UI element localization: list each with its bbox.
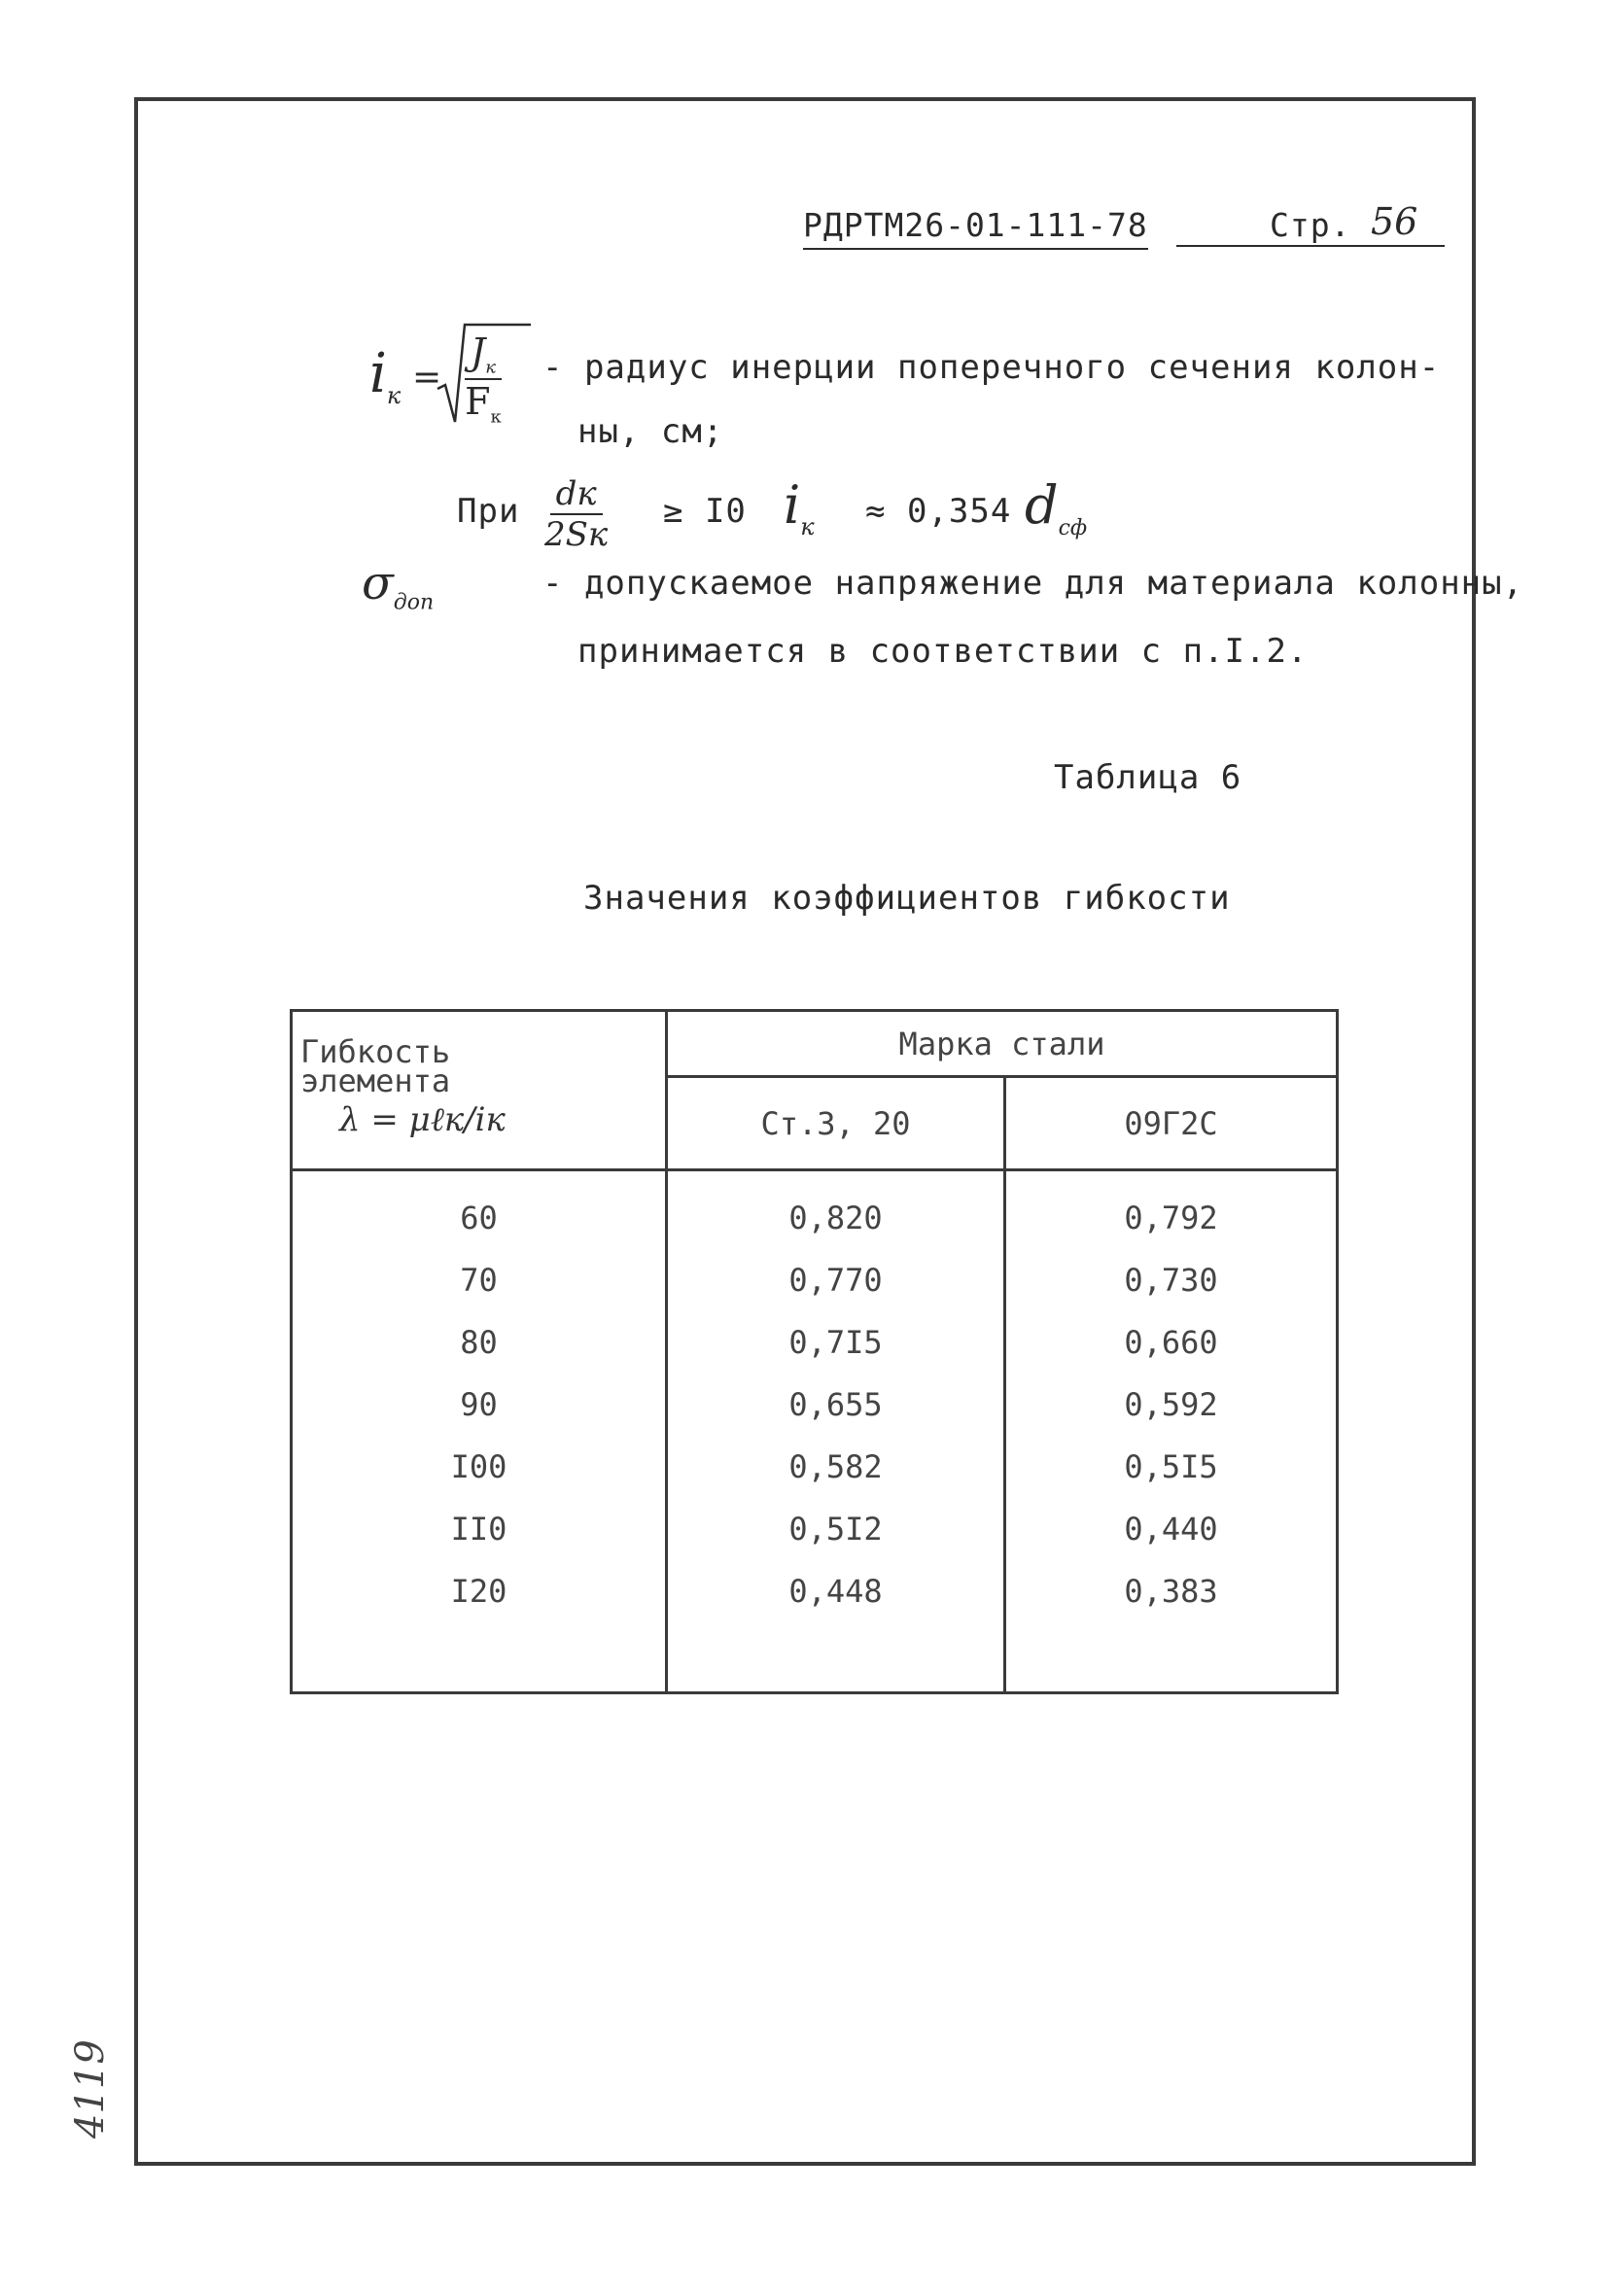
st3-value: 0,820 (788, 1200, 883, 1236)
st3-value: 0,448 (788, 1573, 883, 1610)
formula2-symbol: $i_к$ (784, 474, 815, 540)
doc-code-text: РДРТМ26-01-111-78 (803, 206, 1148, 250)
formula2-prefix: При (457, 492, 520, 531)
flexibility-value: 80 (460, 1324, 498, 1361)
formula1-symbol (369, 342, 401, 409)
flexibility-value: 70 (460, 1262, 498, 1299)
formula1-denominator: $F_к$ (465, 379, 502, 428)
flexibility-table (290, 1009, 1339, 1694)
09g2s-value: 0,5I5 (1124, 1448, 1218, 1485)
col1-header-line2: элемента (300, 1062, 451, 1099)
formula3-symbol: $\sigma_{доп}$ (362, 556, 435, 615)
formula3-desc-line1: - допускаемое напряжение для материала колонны, (542, 564, 1524, 603)
flexibility-value: I20 (450, 1573, 507, 1610)
st3-value: 0,655 (788, 1386, 883, 1423)
formula1-equals: = (412, 358, 442, 398)
formula2-result: $d_{сф}$ (1025, 474, 1088, 540)
formula1-desc-line2: ны, см; (577, 412, 724, 451)
table-title: Значения коэффициентов гибкости (583, 879, 1231, 918)
page-number-line (1176, 200, 1445, 247)
col2-header: Ст.3, 20 (667, 1077, 1005, 1170)
formula1-numerator: $J_к$ (465, 330, 502, 380)
flexibility-value: II0 (450, 1511, 507, 1548)
09g2s-value: 0,660 (1124, 1324, 1218, 1361)
st3-value: 0,582 (788, 1448, 883, 1485)
st3-value: 0,770 (788, 1262, 883, 1299)
flexibility-column (292, 1170, 667, 1693)
margin-note: 4119 (68, 2039, 113, 2139)
formula2-numerator: dк (550, 474, 603, 515)
st3-column (667, 1170, 1005, 1693)
formula1-desc-line1: - радиус инерции поперечного сечения колон- (542, 348, 1441, 387)
09g2s-value: 0,792 (1124, 1200, 1218, 1236)
formula1-i: i (369, 342, 387, 405)
09g2s-column (1005, 1170, 1338, 1693)
formula2-fraction (544, 474, 608, 554)
group-header: Марка стали (667, 1011, 1338, 1077)
table-body-row (292, 1170, 1338, 1693)
page-label: Стр. (1270, 206, 1351, 244)
page-number: 56 (1371, 200, 1418, 243)
col3-header: 09Г2С (1005, 1077, 1338, 1170)
09g2s-value: 0,592 (1124, 1386, 1218, 1423)
09g2s-value: 0,383 (1124, 1573, 1218, 1610)
formula2-denominator: 2Sк (544, 515, 609, 554)
formula2-approx: ≈ 0,354 (865, 492, 1012, 531)
col1-header-line1: Гибкость (300, 1033, 451, 1070)
flexibility-value: 90 (460, 1386, 498, 1423)
formula2-relation: ≥ I0 (663, 492, 747, 531)
flexibility-value: 60 (460, 1200, 498, 1236)
formula1-fraction (465, 330, 502, 427)
table-label: Таблица 6 (1054, 758, 1242, 797)
col1-header (292, 1011, 667, 1170)
st3-value: 0,5I2 (788, 1511, 883, 1548)
formula3-desc-line2: принимается в соответствии с п.I.2. (577, 632, 1309, 671)
table-header-row-1 (292, 1011, 1338, 1077)
formula1-sub: к (386, 382, 402, 410)
flexibility-value: I00 (450, 1448, 507, 1485)
09g2s-value: 0,440 (1124, 1511, 1218, 1548)
doc-code (803, 206, 1148, 244)
col1-header-formula: λ = μℓк/iк (339, 1100, 506, 1139)
09g2s-value: 0,730 (1124, 1262, 1218, 1299)
st3-value: 0,7I5 (788, 1324, 883, 1361)
